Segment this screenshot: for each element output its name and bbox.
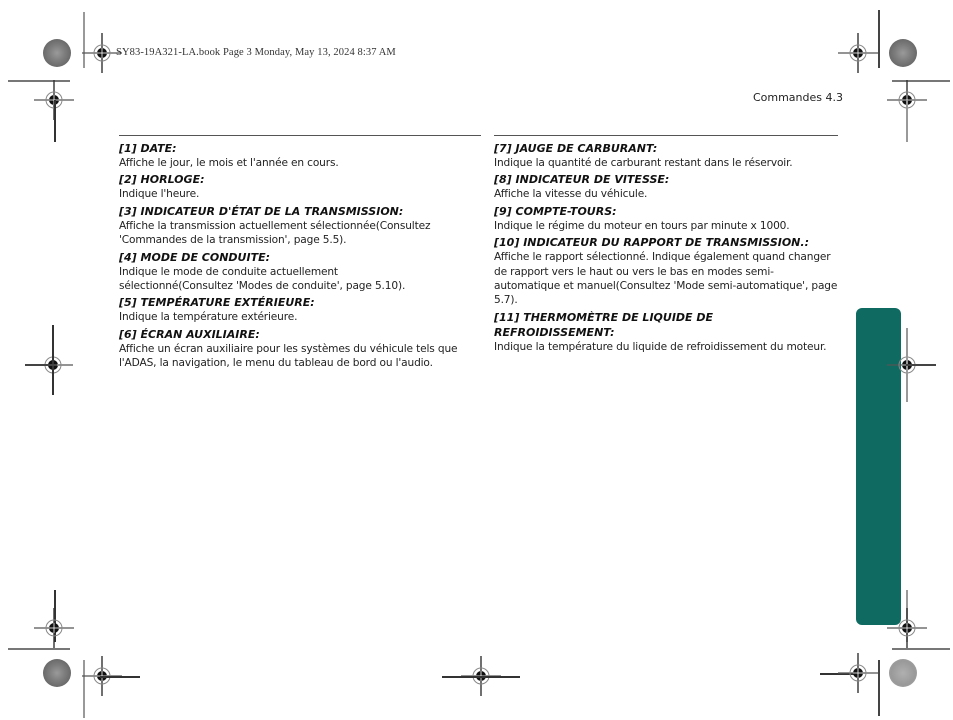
- crop-mark: [52, 325, 54, 395]
- file-slug-line: SY83-19A321-LA.book Page 3 Monday, May 13, 2024 8:37 AM: [116, 47, 396, 58]
- crop-mark: [442, 676, 520, 678]
- entry-title: [2] HORLOGE:: [119, 173, 205, 187]
- running-head: Commandes 4.3: [752, 91, 843, 104]
- registration-mark-icon: [838, 33, 878, 73]
- entry-title: [1] DATE:: [119, 142, 177, 155]
- crop-mark: [892, 648, 950, 650]
- left-column: [119, 135, 481, 373]
- crop-mark: [878, 660, 880, 716]
- registration-mark-icon: [34, 608, 74, 648]
- entry-body: Affiche le jour, le mois et l'année en cours.: [119, 157, 339, 169]
- column-rule: [119, 135, 481, 136]
- crop-mark: [906, 364, 936, 366]
- entry-horloge: [119, 172, 481, 201]
- entry-tachometer: [494, 204, 838, 233]
- right-column: [494, 135, 838, 356]
- entry-title: [8] INDICATEUR DE VITESSE:: [494, 173, 670, 187]
- entry-body: Affiche le rapport sélectionné. Indique également quand changer de rapport vers le haut ou vers le bas en modes semi-automatique et manuel(Consultez 'Mode semi-automatique', page 5.7).: [494, 251, 838, 307]
- entry-title: [10] INDICATEUR DU RAPPORT DE TRANSMISSION.:: [494, 236, 809, 250]
- entry-drive-mode: [119, 250, 481, 294]
- entry-transmission-state: [119, 204, 481, 248]
- crop-mark: [100, 676, 140, 678]
- entry-body: Indique le régime du moteur en tours par minute x 1000.: [494, 219, 790, 232]
- entry-title: [5] TEMPÉRATURE EXTÉRIEURE:: [119, 296, 315, 310]
- crop-mark: [8, 648, 70, 650]
- entry-body: Indique la quantité de carburant restant dans le réservoir.: [494, 157, 793, 169]
- entry-coolant-temp: [494, 310, 838, 354]
- entry-speedometer: [494, 172, 838, 201]
- entry-date: [119, 141, 481, 170]
- crop-mark: [906, 100, 908, 142]
- crop-mark: [25, 364, 57, 366]
- crop-mark: [878, 10, 880, 68]
- entry-title: [7] JAUGE DE CARBURANT:: [494, 142, 658, 155]
- entry-title: [3] INDICATEUR D'ÉTAT DE LA TRANSMISSION:: [119, 204, 404, 218]
- entry-outside-temp: [119, 295, 481, 324]
- entry-body: Indique la température du liquide de refroidissement du moteur.: [494, 340, 827, 353]
- entry-title: [11] THERMOMÈTRE DE LIQUIDE DE REFROIDISSEMENT:: [494, 310, 714, 339]
- column-rule: [494, 135, 838, 136]
- entry-fuel-gauge: [494, 141, 838, 170]
- entry-body: Affiche un écran auxiliaire pour les systèmes du véhicule tels que l'ADAS, la navigation, le menu du tableau de bord ou l'audio.: [119, 342, 458, 370]
- registration-mark-icon: [887, 608, 927, 648]
- entry-aux-screen: [119, 327, 481, 371]
- entry-gear-indicator: [494, 235, 838, 308]
- entry-body: Indique le mode de conduite actuellement sélectionné(Consultez 'Modes de conduite', page 5.10).: [119, 265, 406, 293]
- entry-body: Indique la température extérieure.: [119, 311, 298, 324]
- entry-title: [4] MODE DE CONDUITE:: [119, 250, 270, 264]
- entry-body: Affiche la transmission actuellement sélectionnée(Consultez 'Commandes de la transmission', page 5.5).: [119, 219, 431, 247]
- crop-mark: [54, 100, 56, 142]
- entry-title: [6] ÉCRAN AUXILIAIRE:: [119, 327, 260, 341]
- color-bar-disc-icon: [889, 39, 917, 67]
- registration-mark-icon: [838, 653, 878, 693]
- color-bar-disc-icon: [43, 659, 71, 687]
- color-bar-disc-icon: [889, 659, 917, 687]
- entry-body: Affiche la vitesse du véhicule.: [494, 188, 648, 201]
- entry-title: [9] COMPTE-TOURS:: [494, 204, 617, 218]
- color-bar-disc-icon: [43, 39, 71, 67]
- entry-body: Indique l'heure.: [119, 188, 200, 201]
